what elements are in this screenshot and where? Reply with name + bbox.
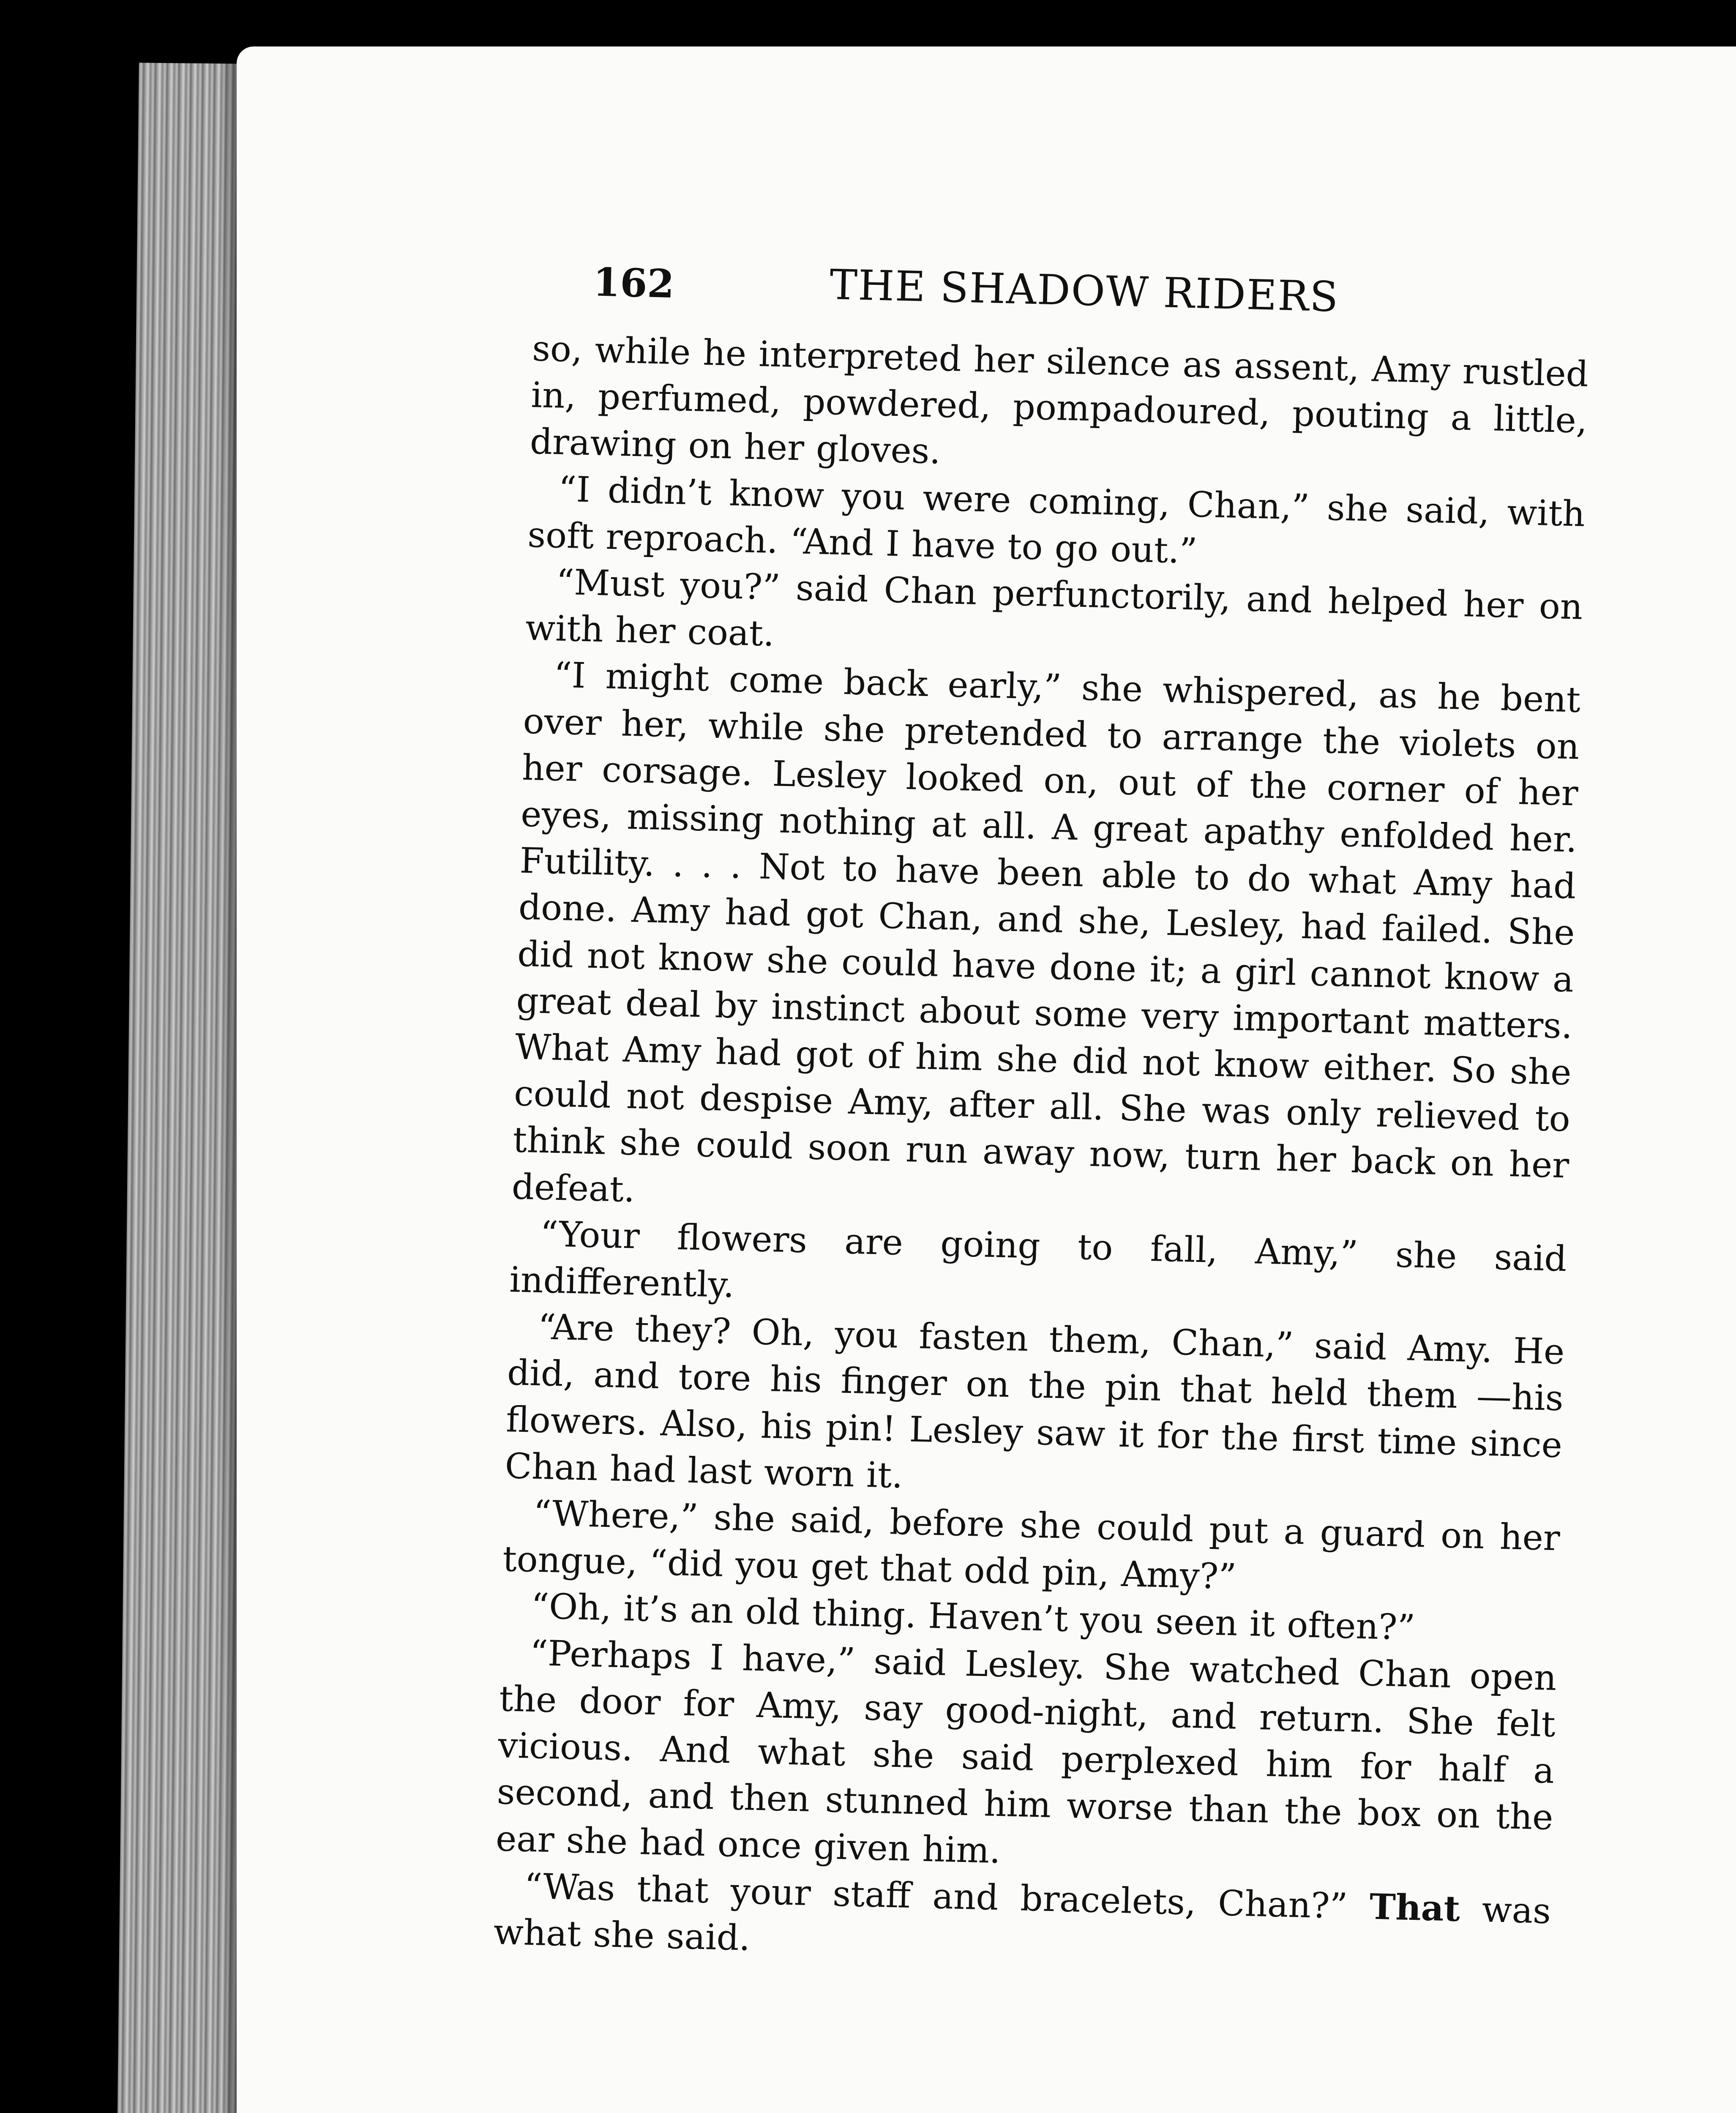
paragraph: “Oh, it’s an old thing. Haven’t you seen it often?”	[530, 1586, 1416, 1649]
paragraph: so, while he interpreted her silence as assent, Amy rustled in, perfumed, powdered, pompadoured, pouting a little, drawing on her gloves.	[529, 328, 1589, 472]
paragraph: “I might come back early,” she whispered, as he bent over her, while she pretended to arrange the violets on her corsage. Lesley looked on, out of the corner of her eyes, missing nothing at all. A great apathy enfolded her. Futility. . . . Not to have been able to do what Amy had done. Amy had got Chan, and she, Lesley, had failed. She did not know she could have done it; a girl cannot know a great deal by instinct about some very important matters. What Amy had got of him she did not know either. So she could not despise Amy, after all. She was only relieved to think she could soon run away now, turn her back on her defeat.	[511, 654, 1581, 1210]
book-title: THE SHADOW RIDERS	[829, 261, 1340, 322]
body-text	[493, 325, 1589, 1981]
text-block	[493, 254, 1591, 1981]
paragraph: “Perhaps I have,” said Lesley. She watched Chan open the door for Amy, say good-night, and return. She felt vicious. And what she said perplexed him for half a second, and then stunned him worse than the box on the ear she had once given him.	[495, 1632, 1557, 1871]
emphasis-word: That	[1369, 1886, 1461, 1930]
paragraph: “Your flowers are going to fall, Amy,” she said indifferently.	[509, 1213, 1567, 1306]
paragraph: “Are they? Oh, you fasten them, Chan,” said Amy. He did, and tore his finger on the pin that held them —his flowers. Also, his pin! Lesley saw it for the first time since Chan had last worn it.	[504, 1306, 1565, 1496]
paragraph: “I didn’t know you were coming, Chan,” she said, with soft reproach. “And I have to go out.”	[527, 468, 1586, 572]
page-number: 162	[592, 259, 675, 307]
last-paragraph-quote: “Was that your staff and bracelets, Chan?”	[524, 1865, 1348, 1927]
paragraph: “Must you?” said Chan perfunctorily, and helped her on with her coat.	[525, 561, 1583, 655]
last-paragraph-tail: was what she said.	[493, 1889, 1552, 1959]
paragraph: “Where,” she said, before she could put a guard on her tongue, “did you get that odd pin, Amy?”	[502, 1492, 1561, 1597]
